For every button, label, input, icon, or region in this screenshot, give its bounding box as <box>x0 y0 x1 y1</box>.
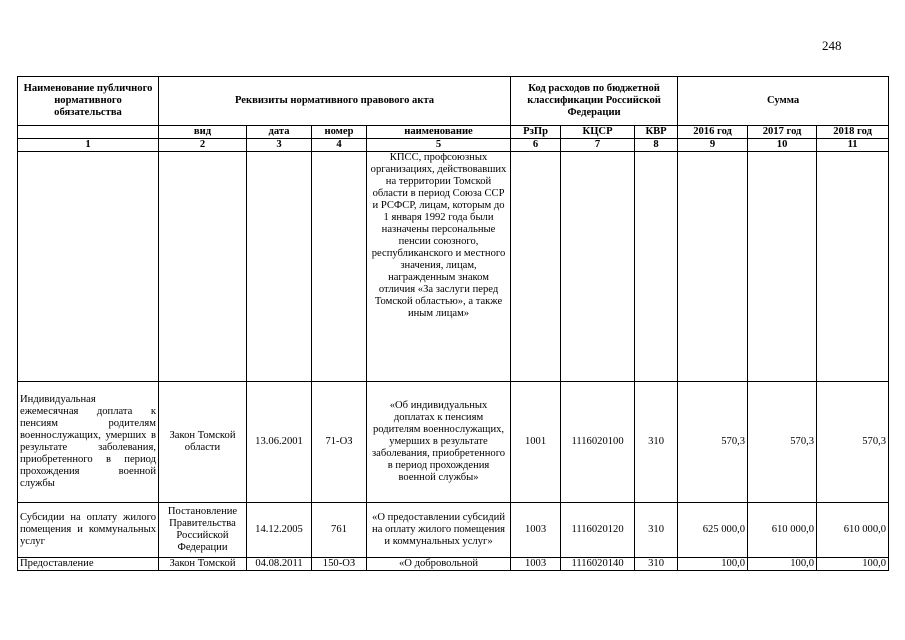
act-title: «О добровольной <box>367 558 511 571</box>
table-row <box>18 558 889 571</box>
sum-2018: 570,3 <box>817 382 889 503</box>
kcsr-code: 1116020140 <box>561 558 635 571</box>
act-type <box>159 152 247 382</box>
sum-2017: 610 000,0 <box>748 503 817 558</box>
table-row <box>18 382 889 503</box>
header-sub: КВР <box>635 126 678 139</box>
act-date <box>247 152 312 382</box>
column-number: 4 <box>312 139 367 152</box>
obligation-name: Субсидии на оплату жилого помещения и коммунальных услуг <box>18 503 159 558</box>
act-title: «Об индивидуальных доплатах к пенсиям родителям военнослужащих, умерших в результате заболевания, приобретенного в период прохождения военной службы» <box>367 382 511 503</box>
rzpr-code: 1003 <box>511 503 561 558</box>
header-requisites: Реквизиты нормативного правового акта <box>159 77 511 126</box>
sum-2016 <box>678 152 748 382</box>
act-date: 13.06.2001 <box>247 382 312 503</box>
header-row-sub <box>18 126 889 139</box>
rzpr-code <box>511 152 561 382</box>
header-sub: КЦСР <box>561 126 635 139</box>
column-number: 10 <box>748 139 817 152</box>
header-row-numbers <box>18 139 889 152</box>
header-sub: дата <box>247 126 312 139</box>
column-number: 2 <box>159 139 247 152</box>
act-date: 04.08.2011 <box>247 558 312 571</box>
column-number: 5 <box>367 139 511 152</box>
sum-2017: 100,0 <box>748 558 817 571</box>
sum-2017 <box>748 152 817 382</box>
act-type: Закон Томской <box>159 558 247 571</box>
column-number: 7 <box>561 139 635 152</box>
column-number: 6 <box>511 139 561 152</box>
sum-2016: 570,3 <box>678 382 748 503</box>
sum-2016: 100,0 <box>678 558 748 571</box>
header-sub: наименование <box>367 126 511 139</box>
column-number: 3 <box>247 139 312 152</box>
rzpr-code: 1003 <box>511 558 561 571</box>
header-sub: вид <box>159 126 247 139</box>
header-row-main <box>18 77 889 126</box>
sum-2018: 610 000,0 <box>817 503 889 558</box>
sum-2016: 625 000,0 <box>678 503 748 558</box>
column-number: 9 <box>678 139 748 152</box>
header-sub: 2016 год <box>678 126 748 139</box>
obligation-name: Индивидуальная ежемесячная доплата к пенсиям родителям военнослужащих, умерших в результате заболевания, приобретенного в период прохождения военной службы <box>18 382 159 503</box>
sum-2018: 100,0 <box>817 558 889 571</box>
act-type: Закон Томской области <box>159 382 247 503</box>
header-sum: Сумма <box>678 77 889 126</box>
kcsr-code: 1116020100 <box>561 382 635 503</box>
header-sub: РзПр <box>511 126 561 139</box>
kcsr-code: 1116020120 <box>561 503 635 558</box>
obligation-name: Предоставление <box>18 558 159 571</box>
rzpr-code: 1001 <box>511 382 561 503</box>
page-number: 248 <box>822 38 842 53</box>
obligation-name <box>18 152 159 382</box>
sum-2017: 570,3 <box>748 382 817 503</box>
header-name: Наименование публичного нормативного обязательства <box>18 77 159 126</box>
sum-2018 <box>817 152 889 382</box>
column-number: 11 <box>817 139 889 152</box>
act-number: 761 <box>312 503 367 558</box>
column-number: 8 <box>635 139 678 152</box>
act-number <box>312 152 367 382</box>
act-number: 150-ОЗ <box>312 558 367 571</box>
table-row <box>18 503 889 558</box>
header-budget-code: Код расходов по бюджетной классификации Российской Федерации <box>511 77 678 126</box>
act-type: Постановление Правительства Российской Федерации <box>159 503 247 558</box>
kvr-code <box>635 152 678 382</box>
act-date: 14.12.2005 <box>247 503 312 558</box>
column-number: 1 <box>18 139 159 152</box>
header-sub-empty <box>18 126 159 139</box>
budget-obligations-table <box>17 76 889 571</box>
table-row <box>18 152 889 382</box>
header-sub: 2017 год <box>748 126 817 139</box>
kcsr-code <box>561 152 635 382</box>
kvr-code: 310 <box>635 503 678 558</box>
act-title: КПСС, профсоюзных организациях, действовавших на территории Томской области в период Союза ССР и РСФСР, лицам, которым до 1 января 1992 года были назначены персональные пенсии союзного, республиканского и местного значения, лицам, награжденным знаком отличия «За заслуги перед Томской областью», а также иным лицам» <box>367 152 511 382</box>
act-number: 71-ОЗ <box>312 382 367 503</box>
header-sub: номер <box>312 126 367 139</box>
kvr-code: 310 <box>635 558 678 571</box>
kvr-code: 310 <box>635 382 678 503</box>
act-title: «О предоставлении субсидий на оплату жилого помещения и коммунальных услуг» <box>367 503 511 558</box>
header-sub: 2018 год <box>817 126 889 139</box>
